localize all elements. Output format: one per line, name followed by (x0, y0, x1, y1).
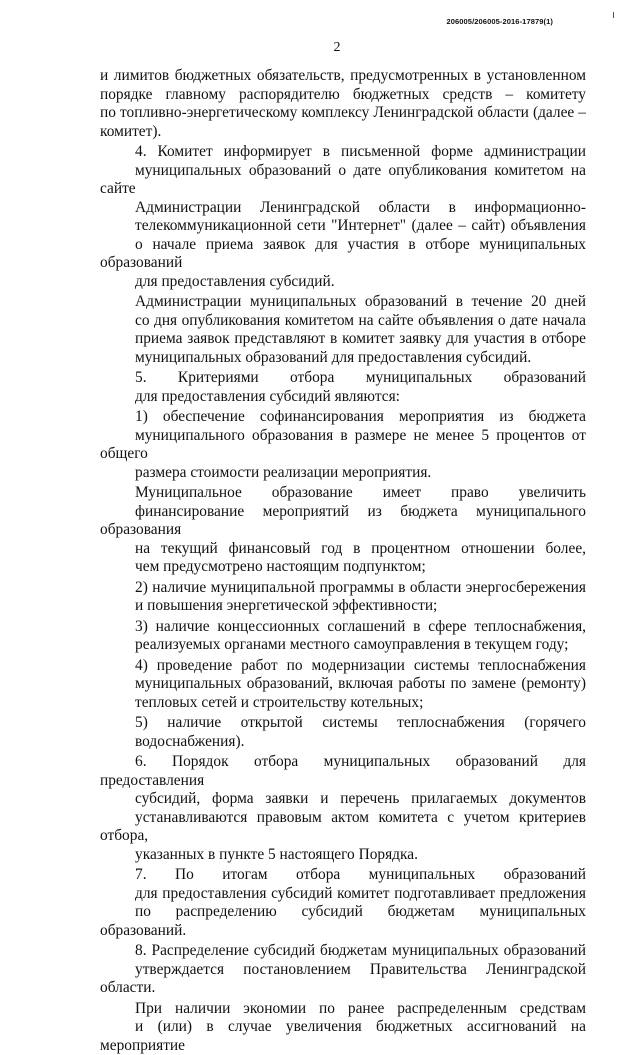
paragraph (100, 369, 586, 406)
text-line: для предоставления субсидий. (100, 273, 586, 292)
text-line: финансирование мероприятий из бюджета муниципального образования (100, 503, 586, 540)
text-line: телекоммуникационной сети "Интернет" (далее – сайт) объявления (100, 217, 586, 236)
text-line: Администрации муниципальных образований в течение 20 дней (100, 293, 586, 312)
text-line: 8. Распределение субсидий бюджетам муниципальных образований (100, 942, 586, 961)
paragraph (100, 942, 586, 998)
text-line: муниципальных образований для предоставления субсидий. (100, 349, 586, 368)
text-line: Администрации Ленинградской области в информационно- (100, 199, 586, 218)
text-line: 7. По итогам отбора муниципальных образований (100, 866, 586, 885)
paragraph (100, 1000, 586, 1055)
text-line: по распределению субсидий бюджетам муниципальных образований. (100, 903, 586, 940)
text-line: муниципальных образований о дате опубликования комитетом на сайте (100, 162, 586, 199)
text-line: о начале приема заявок для участия в отборе муниципальных образований (100, 236, 586, 273)
document-body (100, 67, 586, 1055)
text-line: 2) наличие муниципальной программы в области энергосбережения (100, 579, 586, 598)
text-line: комитет). (100, 123, 586, 142)
paragraph (100, 293, 586, 367)
document-id: 206005/206005-2016-17879(1) (446, 17, 553, 26)
paragraph (100, 143, 586, 291)
text-line: тепловых сетей и строительству котельных; (100, 694, 586, 713)
paragraph (100, 618, 586, 655)
text-line: Муниципальное образование имеет право увеличить (100, 484, 586, 503)
text-line: указанных в пункте 5 настоящего Порядка. (100, 846, 586, 865)
text-line: муниципальных образований, включая работы по замене (ремонту) (100, 675, 586, 694)
text-line: и повышения энергетической эффективности; (100, 597, 586, 616)
text-line: 3) наличие концессионных соглашений в сфере теплоснабжения, (100, 618, 586, 637)
text-line: 5. Критериями отбора муниципальных образований (100, 369, 586, 388)
text-line: утверждается постановлением Правительства Ленинградской области. (100, 961, 586, 998)
paragraph (100, 67, 586, 141)
paragraph (100, 484, 586, 577)
text-line: для предоставления субсидий являются: (100, 388, 586, 407)
text-line: 6. Порядок отбора муниципальных образований для предоставления (100, 753, 586, 790)
edge-mark (613, 12, 614, 18)
text-line: реализуемых органами местного самоуправления в текущем году; (100, 636, 586, 655)
text-line: по топливно-энергетическому комплексу Ленинградской области (далее – (100, 104, 586, 123)
text-line: 1) обеспечение софинансирования мероприятия из бюджета (100, 408, 586, 427)
text-line: порядке главному распорядителю бюджетных средств – комитету (100, 86, 586, 105)
paragraph (100, 579, 586, 616)
text-line: муниципального образования в размере не менее 5 процентов от общего (100, 427, 586, 464)
text-line: устанавливаются правовым актом комитета с учетом критериев отбора, (100, 809, 586, 846)
text-line: чем предусмотрено настоящим подпунктом; (100, 558, 586, 577)
paragraph (100, 657, 586, 713)
text-line: водоснабжения). (100, 733, 586, 752)
paragraph (100, 408, 586, 482)
text-line: субсидий, форма заявки и перечень прилагаемых документов (100, 790, 586, 809)
page-number: 2 (0, 40, 640, 56)
text-line: 4. Комитет информирует в письменной форме администрации (100, 143, 586, 162)
text-line: со дня опубликования комитетом на сайте объявления о дате начала (100, 312, 586, 331)
text-line: приема заявок представляют в комитет заявку для участия в отборе (100, 330, 586, 349)
paragraph (100, 753, 586, 864)
text-line: размера стоимости реализации мероприятия. (100, 464, 586, 483)
text-line: 5) наличие открытой системы теплоснабжения (горячего (100, 714, 586, 733)
text-line: и лимитов бюджетных обязательств, предусмотренных в установленном (100, 67, 586, 86)
text-line: и (или) в случае увеличения бюджетных ассигнований на мероприятие (100, 1018, 586, 1055)
text-line: 4) проведение работ по модернизации системы теплоснабжения (100, 657, 586, 676)
text-line: для предоставления субсидий комитет подготавливает предложения (100, 885, 586, 904)
paragraph (100, 866, 586, 940)
text-line: на текущий финансовый год в процентном отношении более, (100, 540, 586, 559)
text-line: При наличии экономии по ранее распределенным средствам (100, 1000, 586, 1019)
paragraph (100, 714, 586, 751)
